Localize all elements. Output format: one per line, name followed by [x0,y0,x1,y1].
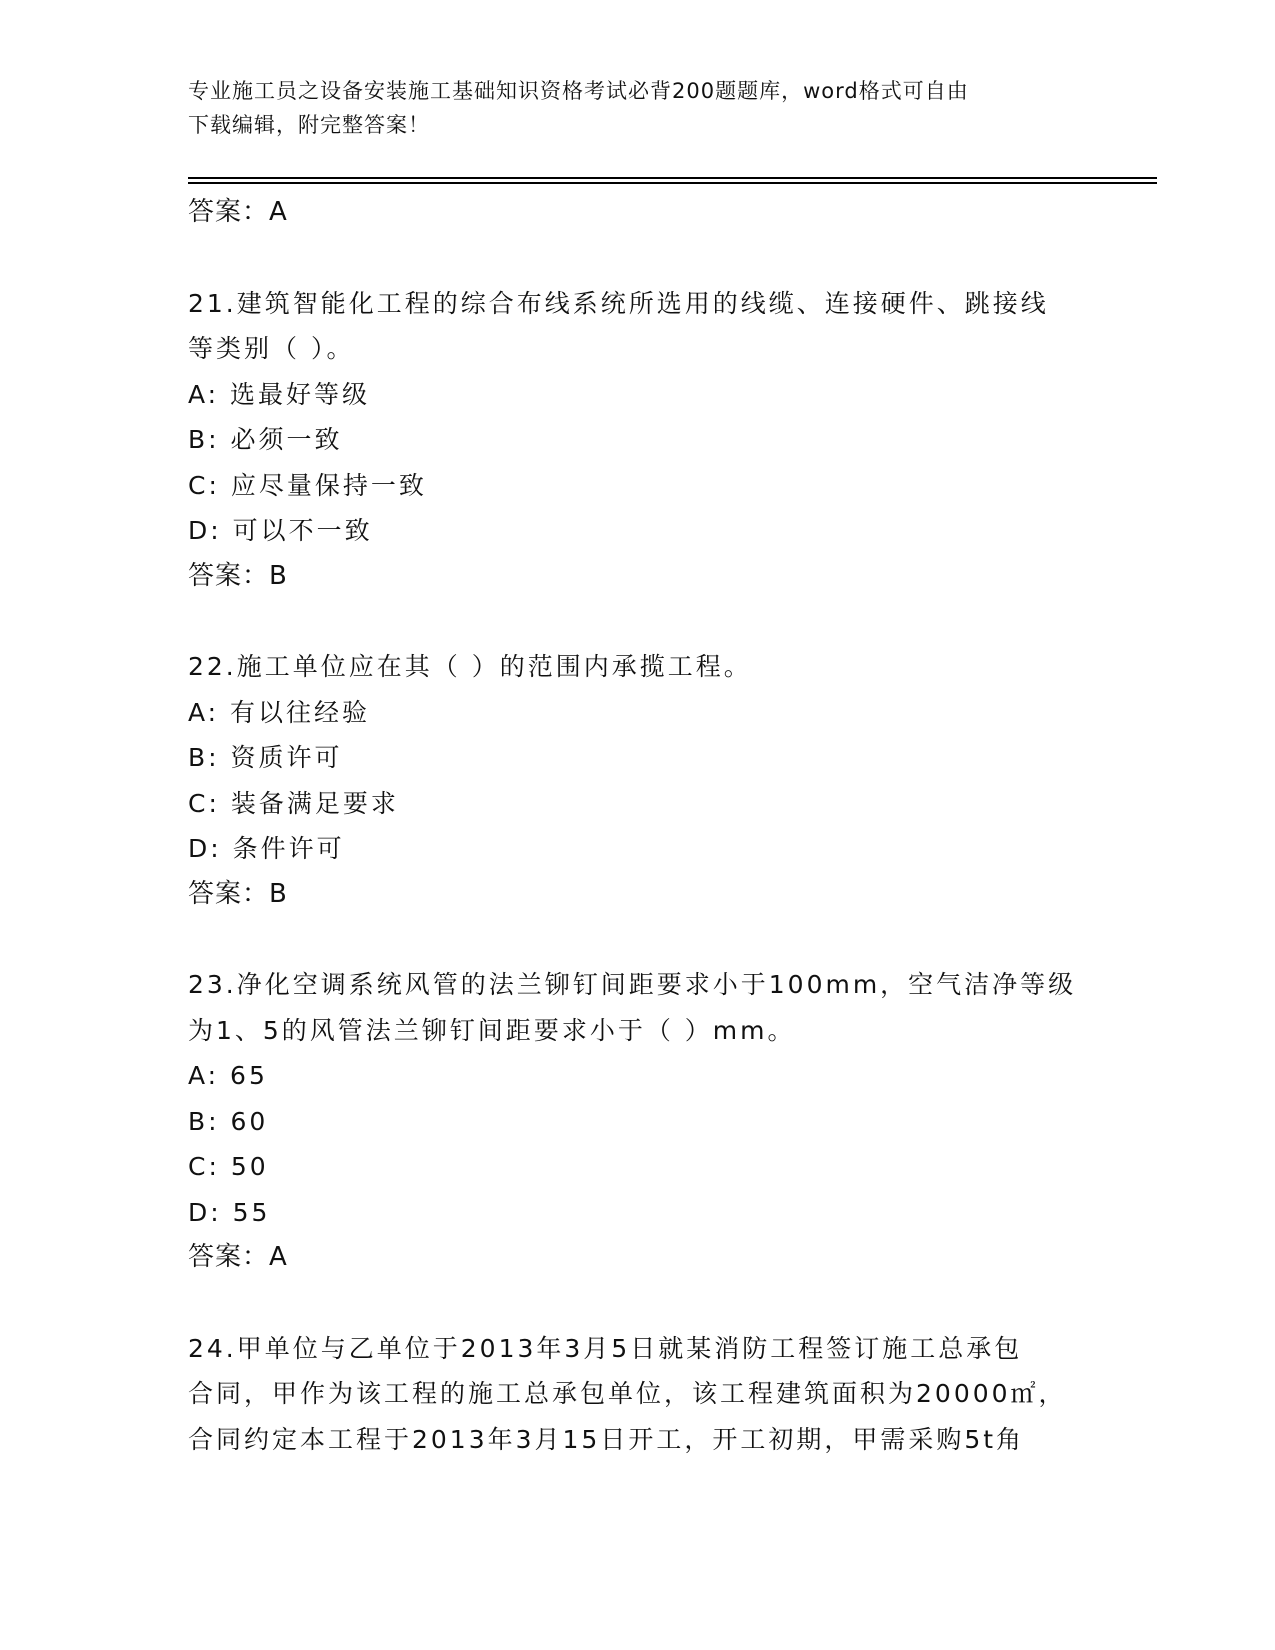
question-stem: 等类别（ ）。 [188,334,355,363]
option-a: A: 选最好等级 [188,379,371,409]
option-b: B: 必须一致 [188,425,343,454]
question-stem: 24.甲单位与乙单位于2013年3月5日就某消防工程签订施工总承包 [188,1333,1023,1363]
answer: 答案：A [188,1242,288,1272]
answer: 答案：B [188,560,288,591]
spacer [188,599,1088,644]
document-header [188,74,1088,142]
option-d: D: 可以不一致 [188,516,373,545]
question-stem: 为1、5的风管法兰铆钉间距要求小于（ ）mm。 [188,1015,796,1045]
question-22 [188,644,1088,917]
question-stem: 22.施工单位应在其（ ）的范围内承揽工程。 [188,652,752,681]
option-a: A: 65 [188,1061,268,1090]
question-stem: 合同，甲作为该工程的施工总承包单位，该工程建筑面积为20000㎡， [188,1379,1067,1408]
option-a: A: 有以往经验 [188,697,371,727]
question-stem: 23.净化空调系统风管的法兰铆钉间距要求小于100mm，空气洁净等级 [188,970,1077,999]
option-c: C: 应尽量保持一致 [188,470,427,500]
option-c: C: 50 [188,1152,269,1181]
option-c: C: 装备满足要求 [188,788,399,818]
header-rule-top [188,177,1157,179]
header-rule-bottom [188,182,1157,184]
option-d: D: 条件许可 [188,834,345,863]
question-stem: 合同约定本工程于2013年3月15日开工，开工初期，甲需采购5t角 [188,1424,1025,1454]
spacer [188,1281,1088,1326]
previous-answer: 答案：A [188,197,288,227]
option-d: D: 55 [188,1197,271,1227]
header-line-2: 下载编辑，附完整答案！ [188,113,430,137]
question-stem: 21.建筑智能化工程的综合布线系统所选用的线缆、连接硬件、跳接线 [188,288,1049,318]
spacer [188,236,1088,281]
option-b: B: 资质许可 [188,743,343,772]
header-line-1: 专业施工员之设备安装施工基础知识资格考试必背200题题库，word格式可自由 [188,79,969,103]
answer: 答案：B [188,878,288,909]
question-24 [188,1326,1088,1463]
spacer [188,917,1088,962]
question-21 [188,281,1088,600]
question-23 [188,962,1088,1281]
question-list [188,190,1088,1462]
option-b: B: 60 [188,1106,269,1136]
